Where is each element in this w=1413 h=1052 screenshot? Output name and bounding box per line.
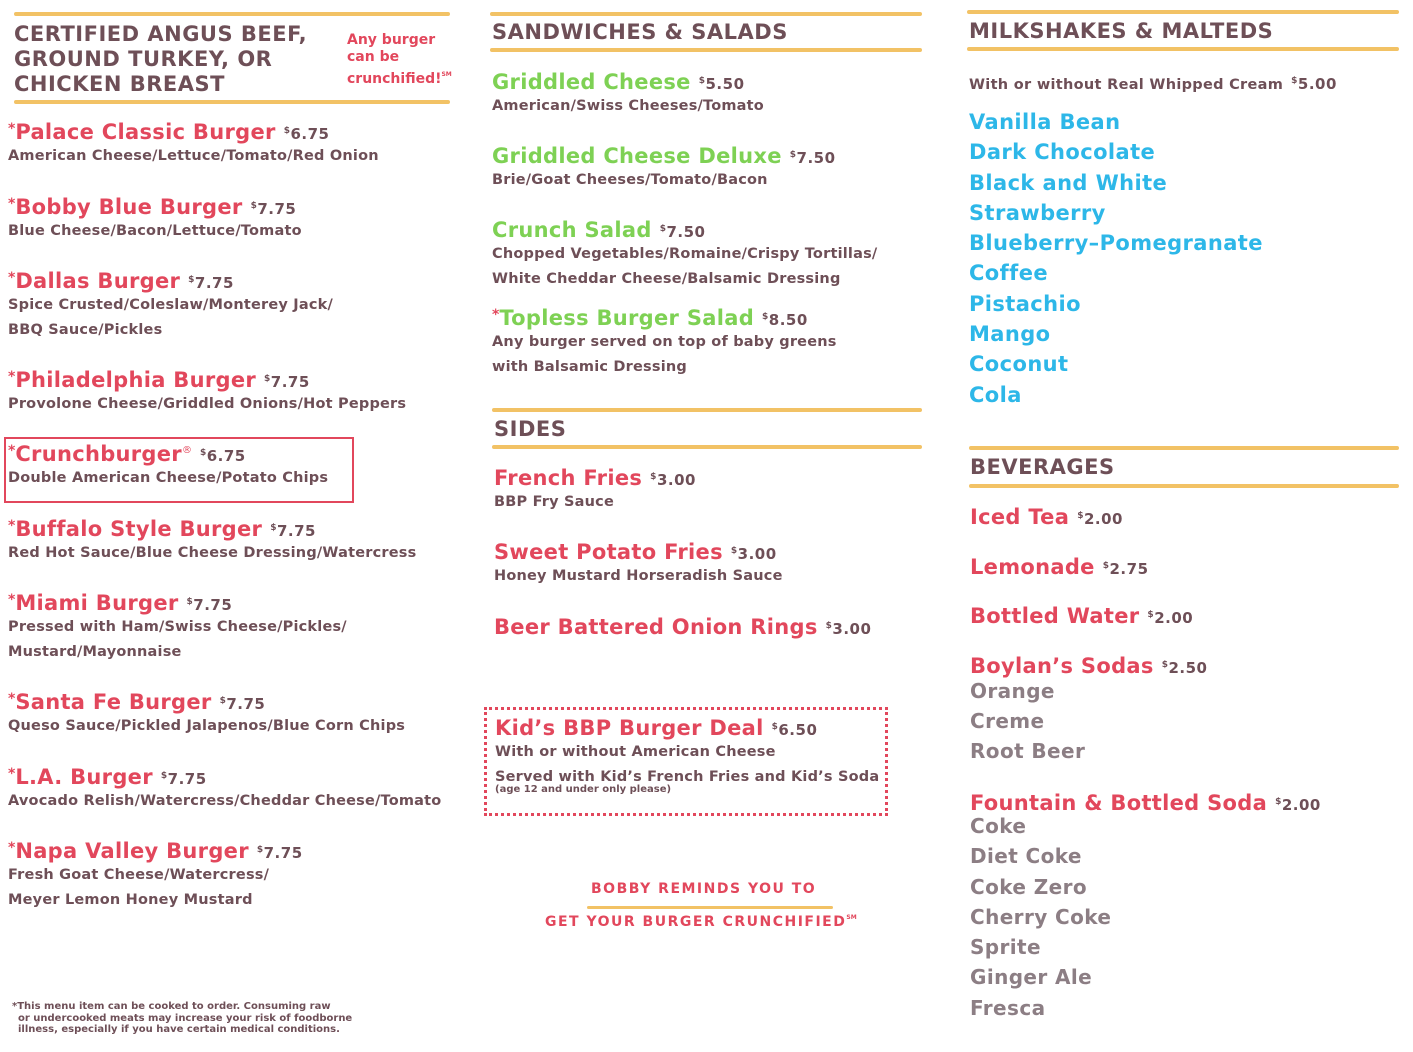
currency-symbol: $: [825, 621, 833, 631]
side-item-desc: BBP Fry Sauce: [494, 494, 614, 510]
sandwich-item-name: Griddled Cheese Deluxe: [492, 144, 782, 168]
sandwich-item-price: [762, 311, 808, 329]
crunchify-note-line: crunchified!: [347, 71, 442, 87]
beverage-item-price-value: 2.00: [1083, 510, 1123, 528]
currency-symbol: $: [1077, 511, 1084, 521]
burger-item-name: L.A. Burger: [15, 765, 153, 789]
currency-symbol: $: [250, 201, 258, 211]
sandwich-item-desc: American/Swiss Cheeses/Tomato: [492, 98, 764, 114]
burger-item-desc: Double American Cheese/Potato Chips: [8, 470, 329, 486]
burger-item-price: [284, 125, 330, 143]
sandwich-item: [492, 144, 836, 193]
currency-symbol: $: [199, 448, 207, 458]
burgers-heading-line: CHICKEN BREAST: [14, 72, 225, 96]
currency-symbol: $: [771, 722, 779, 732]
cook-to-order-mark: *: [8, 196, 16, 212]
side-item: [494, 466, 696, 515]
burger-item-desc: Meyer Lemon Honey Mustard: [8, 892, 253, 908]
milkshakes-subtitle: [969, 75, 1337, 93]
currency-symbol: $: [1147, 610, 1155, 620]
beverage-item-price: [1147, 609, 1193, 627]
fountain-flavor-list: [970, 811, 1321, 1023]
burger-item: [8, 765, 441, 814]
burger-item-desc: Pressed with Ham/Swiss Cheese/Pickles/: [8, 619, 347, 635]
burger-item-price: [220, 695, 266, 713]
currency-symbol: $: [1275, 797, 1282, 807]
sandwich-item-price-value: 7.50: [666, 223, 706, 241]
cook-to-order-mark: *: [8, 369, 16, 385]
burger-item-desc: Spice Crusted/Coleslaw/Monterey Jack/: [8, 297, 334, 313]
burger-item-price: [188, 274, 234, 292]
burger-item-name: Crunchburger: [15, 442, 182, 466]
cook-to-order-mark: *: [492, 307, 500, 323]
milkshakes-price: [1291, 75, 1337, 93]
cook-to-order-mark: *: [8, 121, 16, 137]
kids-deal-age-note: (age 12 and under only please): [495, 784, 672, 795]
burger-item-desc: Fresh Goat Cheese/Watercress/: [8, 867, 270, 883]
burger-item-price: [257, 844, 303, 862]
sandwiches-heading: SANDWICHES & SALADS: [492, 20, 788, 44]
burger-item: [8, 591, 347, 665]
fountain-soda-price-value: 2.00: [1281, 796, 1321, 814]
boylans-sodas-price: [1162, 659, 1208, 677]
fountain-flavor: Coke Zero: [970, 874, 1087, 899]
currency-symbol: $: [659, 224, 667, 234]
beverage-item: [970, 505, 1123, 529]
sandwich-item-price: [790, 149, 836, 167]
fountain-flavor: Ginger Ale: [970, 965, 1093, 990]
burger-item-price-value: 6.75: [206, 447, 246, 465]
side-item-price-value: 3.00: [737, 545, 777, 563]
currency-symbol: $: [188, 275, 195, 285]
milkshakes-price-value: 5.00: [1297, 75, 1337, 93]
sandwiches-heading-bar: [490, 48, 922, 52]
burger-item-price-value: 7.75: [270, 373, 310, 391]
sandwich-item-price: [699, 75, 745, 93]
kids-deal-price-value: 6.50: [778, 721, 818, 739]
burger-item-price: [187, 596, 233, 614]
burger-item-price-value: 7.75: [226, 695, 266, 713]
burger-item-price: [161, 770, 207, 788]
currency-symbol: $: [762, 312, 769, 322]
footnote: [12, 1001, 352, 1036]
milkshake-flavor-list: [969, 107, 1263, 410]
currency-symbol: $: [270, 523, 277, 533]
burgers-heading-bar: [14, 100, 450, 104]
burger-item-desc: Blue Cheese/Bacon/Lettuce/Tomato: [8, 223, 302, 239]
sides-heading-bar: [492, 445, 922, 449]
sandwich-item-desc: Any burger served on top of baby greens: [492, 334, 837, 350]
cook-to-order-mark: *: [8, 592, 16, 608]
sandwich-item-price-value: 5.50: [705, 75, 745, 93]
currency-symbol: $: [186, 597, 194, 607]
currency-symbol: $: [789, 150, 797, 160]
crunchify-note: [347, 32, 452, 88]
milkshake-flavor: Strawberry: [969, 200, 1106, 225]
currency-symbol: $: [730, 546, 738, 556]
fountain-flavor: Sprite: [970, 935, 1041, 960]
burger-item-price-value: 7.75: [263, 844, 303, 862]
milkshake-flavor: Vanilla Bean: [969, 110, 1121, 134]
burger-item-name: Santa Fe Burger: [15, 690, 212, 714]
currency-symbol: $: [256, 845, 264, 855]
burger-item-name: Dallas Burger: [15, 269, 181, 293]
footnote-line: *This menu item can be cooked to order. Consuming raw: [12, 1001, 331, 1012]
beverage-item: [970, 604, 1193, 628]
burger-item-price: [251, 200, 297, 218]
milkshake-flavor: Pistachio: [969, 291, 1081, 316]
burger-item-desc: Avocado Relish/Watercress/Cheddar Cheese/Tomato: [8, 793, 442, 809]
sandwich-item-name: Griddled Cheese: [492, 70, 691, 94]
beverage-item-price-value: 2.75: [1109, 560, 1149, 578]
sandwich-item-desc: Chopped Vegetables/Romaine/Crispy Tortillas/: [492, 246, 878, 262]
burger-item-name: Miami Burger: [15, 591, 179, 615]
cook-to-order-mark: *: [8, 691, 16, 707]
crunchify-note-line: Any burger: [347, 32, 436, 48]
burger-item: [8, 120, 379, 169]
burger-item-price-value: 7.75: [167, 770, 207, 788]
side-item-price: [731, 545, 777, 563]
milkshake-flavor: Coconut: [969, 352, 1069, 377]
beverage-item-name: Iced Tea: [970, 505, 1070, 529]
burger-item-desc: Mustard/Mayonnaise: [8, 644, 182, 660]
burger-item-name: Bobby Blue Burger: [15, 195, 243, 219]
footnote-line: illness, especially if you have certain medical conditions.: [18, 1024, 340, 1035]
cook-to-order-mark: *: [8, 840, 16, 856]
cook-to-order-mark: *: [8, 518, 16, 534]
sandwich-item-desc: with Balsamic Dressing: [492, 359, 687, 375]
burger-item-name: Philadelphia Burger: [15, 368, 257, 392]
fountain-flavor: Fresca: [970, 995, 1046, 1020]
burger-item: [8, 368, 406, 417]
sandwich-item: [492, 218, 877, 292]
milkshake-flavor: Dark Chocolate: [969, 140, 1156, 165]
burgers-heading-line: GROUND TURKEY, OR: [14, 47, 273, 71]
side-item-name: Sweet Potato Fries: [494, 540, 723, 564]
fountain-flavor: Diet Coke: [970, 844, 1082, 869]
milkshake-flavor: Black and White: [969, 170, 1168, 195]
fountain-soda-price: [1275, 796, 1321, 814]
burger-item-desc: Provolone Cheese/Griddled Onions/Hot Peppers: [8, 396, 407, 412]
currency-symbol: $: [698, 76, 706, 86]
boylans-flavor: Creme: [970, 709, 1045, 733]
burger-item-name: Napa Valley Burger: [15, 839, 249, 863]
currency-symbol: $: [650, 472, 657, 482]
side-item-price: [650, 471, 696, 489]
burger-item-price-value: 7.75: [276, 522, 316, 540]
currency-symbol: $: [219, 696, 227, 706]
fountain-flavor: Cherry Coke: [970, 904, 1112, 929]
sandwich-item-price-value: 8.50: [768, 311, 808, 329]
reminder-bar: [587, 906, 833, 909]
sandwich-item-price-value: 7.50: [796, 149, 836, 167]
beverage-item-price: [1077, 510, 1123, 528]
sandwich-item: [492, 70, 764, 119]
milkshakes-top-bar: [967, 10, 1399, 14]
burger-item: [8, 195, 302, 244]
beverage-item-name: Lemonade: [970, 555, 1095, 579]
burger-item-desc: Red Hot Sauce/Blue Cheese Dressing/Watercress: [8, 545, 417, 561]
burger-item-desc: American Cheese/Lettuce/Tomato/Red Onion: [8, 148, 379, 164]
side-item-name: Beer Battered Onion Rings: [494, 615, 818, 639]
burger-item-price: [264, 373, 310, 391]
burger-item-price-value: 6.75: [290, 125, 330, 143]
sandwich-item-name: Topless Burger Salad: [499, 306, 755, 330]
side-item: [494, 615, 871, 639]
burger-item: [8, 839, 303, 913]
milkshake-flavor: Cola: [969, 382, 1022, 407]
reminder-line-1: BOBBY REMINDS YOU TO: [591, 881, 817, 897]
sandwich-item: [492, 306, 837, 380]
boylans-sodas-price-value: 2.50: [1168, 659, 1208, 677]
side-item: [494, 540, 783, 589]
kids-deal-name: Kid’s BBP Burger Deal: [495, 716, 764, 740]
beverage-item-name: Bottled Water: [970, 604, 1140, 628]
burger-item: [8, 269, 333, 343]
boylans-sodas-name: Boylan’s Sodas: [970, 654, 1154, 678]
burger-item-price: [270, 522, 316, 540]
milkshakes-subtitle-text: With or without Real Whipped Cream: [969, 77, 1284, 93]
currency-symbol: $: [160, 771, 168, 781]
sandwiches-top-bar: [490, 12, 922, 16]
beverage-item-price: [1103, 560, 1149, 578]
currency-symbol: $: [1291, 76, 1298, 86]
burger-item-price-value: 7.75: [193, 596, 233, 614]
beverages-top-bar: [969, 446, 1399, 450]
burger-item: [8, 517, 416, 566]
burgers-heading: [14, 22, 307, 97]
currency-symbol: $: [264, 374, 271, 384]
burger-item-desc: Queso Sauce/Pickled Jalapenos/Blue Corn Chips: [8, 718, 406, 734]
cook-to-order-mark: *: [8, 443, 16, 459]
fountain-soda-name: Fountain & Bottled Soda: [970, 791, 1268, 815]
fountain-flavor: Coke: [970, 814, 1027, 838]
side-item-price-value: 3.00: [832, 620, 872, 638]
burger-item-name: Palace Classic Burger: [15, 120, 276, 144]
side-item-name: French Fries: [494, 466, 643, 490]
footnote-line: or undercooked meats may increase your risk of foodborne: [18, 1012, 353, 1024]
boylans-flavor: Orange: [970, 679, 1055, 703]
sandwich-item-desc: White Cheddar Cheese/Balsamic Dressing: [492, 271, 841, 287]
sandwich-item-name: Crunch Salad: [492, 218, 652, 242]
cook-to-order-mark: *: [8, 766, 16, 782]
kids-deal-desc: Served with Kid’s French Fries and Kid’s Soda: [495, 769, 880, 785]
currency-symbol: $: [283, 126, 291, 136]
side-item-price-value: 3.00: [656, 471, 696, 489]
beverages-heading-bar: [969, 484, 1399, 488]
burger-item-price-value: 7.75: [257, 200, 297, 218]
milkshakes-heading-bar: [967, 47, 1399, 51]
side-item-desc: Honey Mustard Horseradish Sauce: [494, 568, 783, 584]
burger-item-name: Buffalo Style Burger: [15, 517, 263, 541]
burger-item: [8, 690, 405, 739]
milkshake-flavor: Blueberry–Pomegranate: [969, 231, 1263, 256]
side-item-price: [826, 620, 872, 638]
boylans-flavor-list: [970, 676, 1207, 766]
milkshake-flavor: Coffee: [969, 261, 1048, 286]
sandwich-item-price: [660, 223, 706, 241]
boylans-flavor: Root Beer: [970, 739, 1086, 763]
burgers-top-bar: [14, 12, 450, 16]
sides-heading: SIDES: [494, 417, 567, 441]
service-mark: SM: [846, 914, 857, 921]
cook-to-order-mark: *: [8, 270, 16, 286]
burger-item-desc: BBQ Sauce/Pickles: [8, 322, 163, 338]
reminder-line-2-text: GET YOUR BURGER CRUNCHIFIED: [545, 914, 847, 930]
kids-deal-price: [772, 721, 818, 739]
reminder-line-2: [545, 914, 857, 930]
fountain-soda: [970, 791, 1321, 1023]
sandwich-item-desc: Brie/Goat Cheeses/Tomato/Bacon: [492, 172, 768, 188]
kids-deal-desc: With or without American Cheese: [495, 744, 776, 760]
service-mark: SM: [441, 71, 452, 78]
crunchify-note-line: can be: [347, 49, 400, 65]
milkshake-flavor: Mango: [969, 322, 1051, 347]
crunchburger-highlight-box: [4, 437, 354, 503]
beverage-item: [970, 555, 1149, 579]
currency-symbol: $: [1102, 561, 1110, 571]
burgers-heading-line: CERTIFIED ANGUS BEEF,: [14, 22, 308, 46]
milkshakes-heading: MILKSHAKES & MALTEDS: [969, 19, 1274, 43]
beverages-heading: BEVERAGES: [970, 455, 1115, 479]
currency-symbol: $: [1161, 660, 1169, 670]
burger-item-price-value: 7.75: [194, 274, 234, 292]
sides-top-bar: [492, 408, 922, 412]
registered-mark: ®: [181, 445, 192, 456]
beverage-item-price-value: 2.00: [1154, 609, 1194, 627]
kids-deal: [495, 716, 879, 795]
boylans-sodas: [970, 654, 1207, 766]
